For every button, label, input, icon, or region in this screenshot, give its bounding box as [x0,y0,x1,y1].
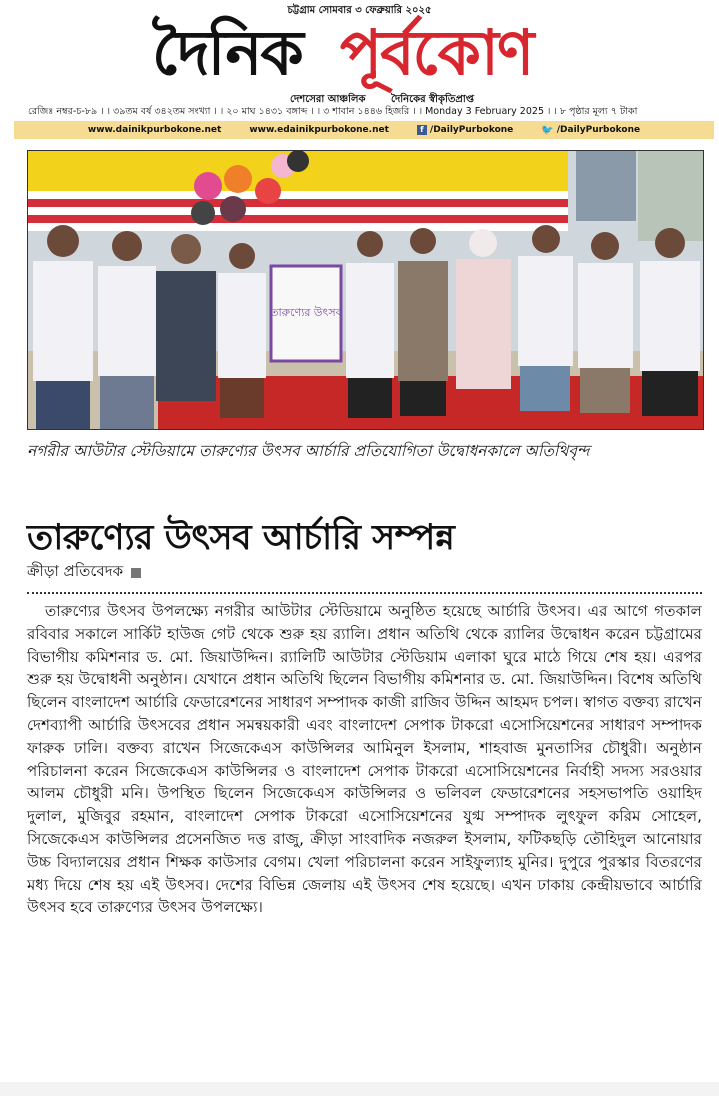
article-body [27,600,702,919]
website-link[interactable]: www.dainikpurbokone.net [87,125,222,135]
photo-illustration [28,151,703,429]
article-paragraph: তারুণ্যের উৎসব উপলক্ষ্যে নগরীর আউটার স্টেডিয়ামে অনুষ্ঠিত হয়েছে আর্চারি উৎসব। এর আগে গতকাল রবিবার সকালে সার্কিট হাউজ গেট থেকে শুরু হয় র‍্যালি। প্রধান অতিথি থেকে র‍্যালির উদ্বোধন করেন চট্টগ্রামের বিভাগীয় কমিশনার ড. মো. জিয়াউদ্দিন। র‍্যালিটি আউটার স্টেডিয়াম এলাকা ঘুরে মাঠে গিয়ে শেষ হয়। এরপর শুরু হয় উদ্বোধনী অনুষ্ঠান। যেখানে প্রধান অতিথি ছিলেন বিভাগীয় কমিশনার ড. মো. জিয়াউদ্দিন। বিশেষ অতিথি ছিলেন বাংলাদেশ আর্চারি ফেডারেশনের সাধারণ সম্পাদক কাজী রাজিব উদ্দিন আহমদ চপল। স্বাগত বক্তব্য রাখেন দেশব্যাপী আর্চারি উৎসবের প্রধান সমন্বয়কারী এবং বাংলাদেশ সেপাক টাকরো এসোসিয়েশনের সাধারণ সম্পাদক ফারুক ঢালি। বক্তব্য রাখেন সিজেকেএস কাউন্সিলর আমিনুল ইসলাম, শাহবাজ মুনতাসির চৌধুরী। অনুষ্ঠান পরিচালনা করেন সিজেকেএস কাউন্সিলর ও বাংলাদেশ সেপাক টাকরো এসোসিয়েশনের নির্বাহী সদস্য সরওয়ার আলম চৌধুরী মনি। উপস্থিত ছিলেন সিজেকেএস কাউন্সিলর ও ভলিবল ফেডারেশনের সহসভাপতি ওয়াহিদ দুলাল, মুজিবুর রহমান, বাংলাদেশ সেপাক টাকরো এসোসিয়েশনের যুগ্ম সম্পাদক লুৎফুল করিম সোহেল, সিজেকেএস কাউন্সিলর প্রসেনজিত দত্ত রাজু, ক্রীড়া সাংবাদিক নজরুল ইসলাম, ফটিকছড়ি তৌহিদুল আনোয়ার উচ্চ বিদ্যালয়ের প্রধান শিক্ষক কাউসার বেগম। খেলা পরিচালনা করেন সাইফুল্যাহ মুনির। দুপুরে পুরস্কার বিতরণের মধ্য দিয়ে শেষ হয় এই উৎসব। দেশের বিভিন্ন জেলায় এই উৎসব শেষ হয়েছে। এখন ঢাকায় কেন্দ্রীয়ভাবে আর্চারি উৎসব হবে তারুণ্যের উৎসব উপলক্ষ্যে। [27,602,702,917]
e-paper-link[interactable]: www.edainikpurbokone.net [249,125,389,135]
dateline: চট্টগ্রাম সোমবার ৩ ফেব্রুয়ারি ২০২৫ [287,5,432,16]
facebook-icon: f [417,125,427,135]
twitter-icon: 🐦 [541,124,554,136]
dotted-divider [27,592,702,594]
tagline-part-1: দেশসেরা আঞ্চলিক [290,94,366,105]
facebook-link[interactable] [417,125,513,135]
byline [27,560,141,585]
byline-text: ক্রীড়া প্রতিবেদক [27,562,124,580]
masthead-title-red: পূর্বকোণ [340,16,533,89]
twitter-handle: /DailyPurbokone [556,125,641,135]
tagline-part-2: দৈনিকের স্বীকৃতিপ্রাপ্ত [390,94,474,105]
bottom-strip [0,1082,719,1096]
photo-banner-text: তারুণ্যের উৎসব [270,306,342,319]
photo-caption: নগরীর আউটার স্টেডিয়ামে তারুণ্যের উৎসব আর্চারি প্রতিযোগিতা উদ্বোধনকালে অতিথিবৃন্দ [27,442,590,460]
twitter-link[interactable] [541,125,640,136]
links-bar [14,121,714,139]
news-photo [27,150,704,430]
article-headline: তারুণ্যের উৎসব আর্চারি সম্পন্ন [27,518,455,558]
masthead-title-black: দৈনিক [152,16,302,89]
byline-square-icon [131,568,141,578]
registration-info: রেজিঃ নম্বর-চ-৮৯ । । ৩৯তম বর্ষ ৩৪২তম সংখ্যা । । ২০ মাঘ ১৪৩১ বঙ্গাব্দ । । ৩ শাবান ১৪৪৬ হিজরি । । Monday 3 February 2025 । । ৮ পৃষ্ঠার মূল্য ৭ টাকা [28,106,638,117]
facebook-handle: /DailyPurbokone [429,125,514,135]
masthead-logo [0,14,719,92]
